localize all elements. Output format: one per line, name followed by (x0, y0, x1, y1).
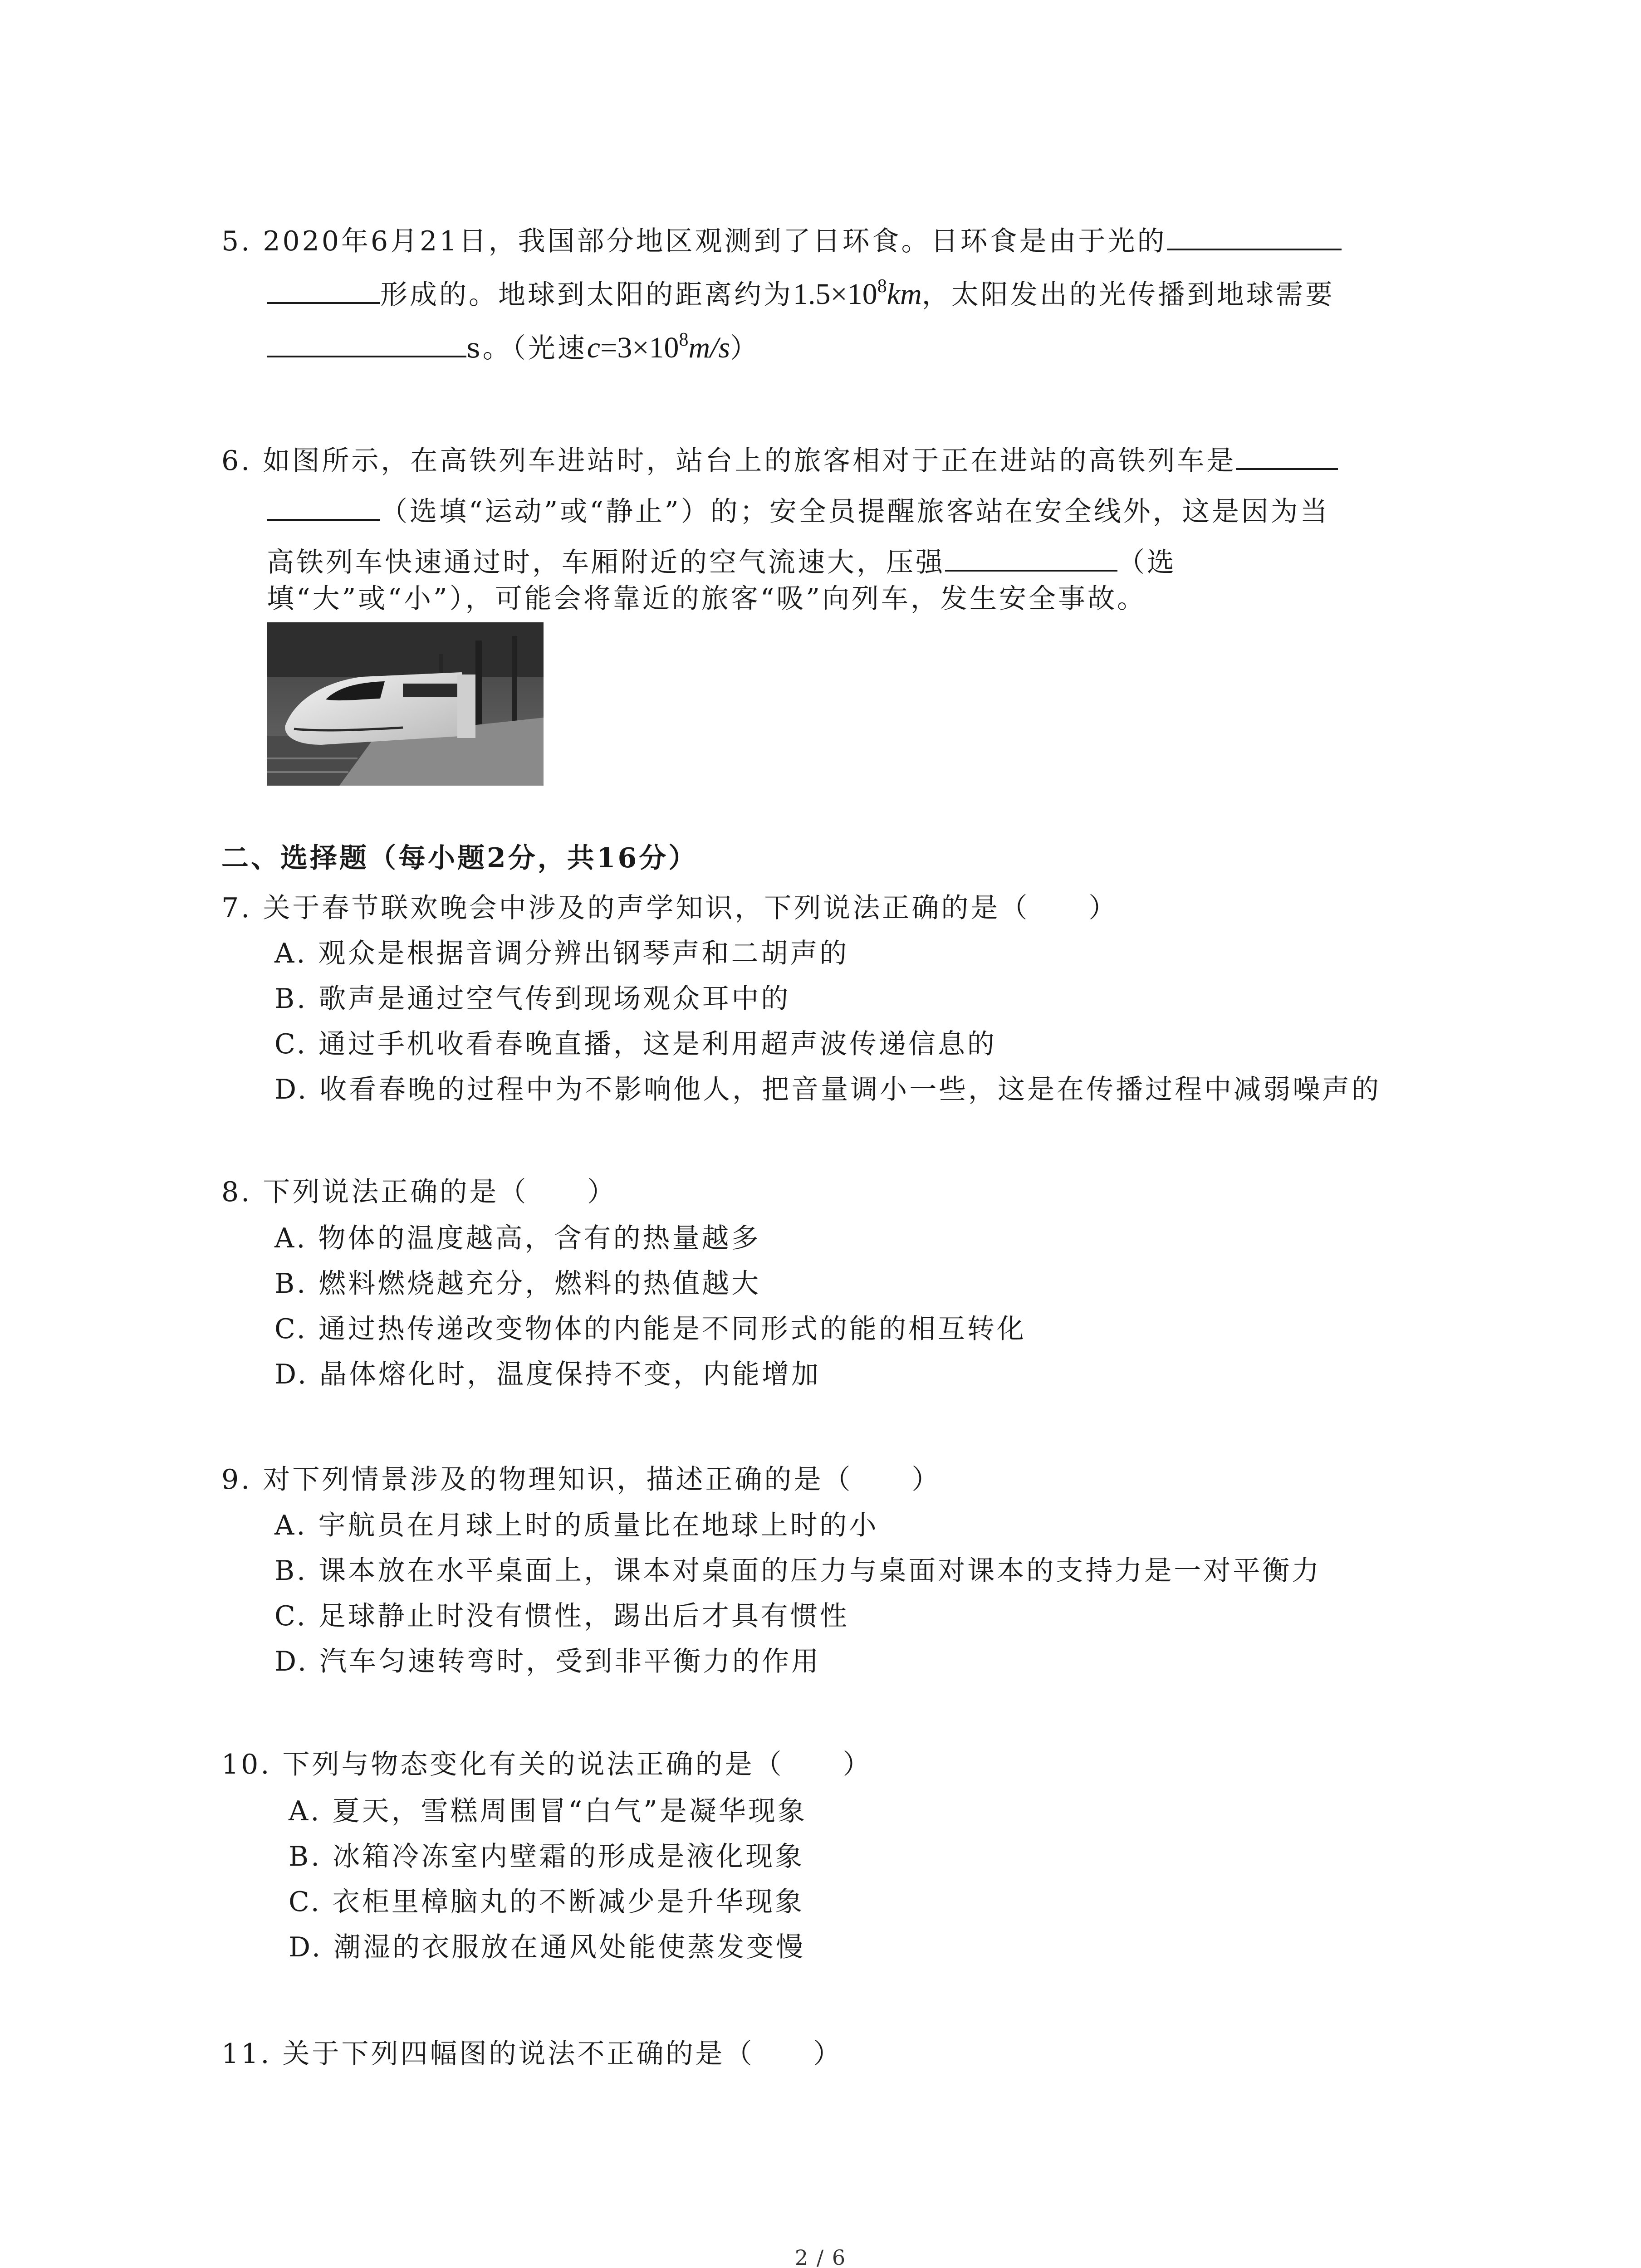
q5-text-2: 形成的。地球到太阳的距离约为 (380, 279, 793, 311)
q8-stem: 8. 下列说法正确的是（ ） (221, 1176, 617, 1208)
q6-text-1: 6. 如图所示，在高铁列车进站时，站台上的旅客相对于正在进站的高铁列车是 (221, 445, 1236, 477)
train-photo (267, 622, 544, 786)
q5-text-3a: s。（光速 (466, 332, 587, 364)
q6-text-2: （选填“运动”或“静止”）的；安全员提醒旅客站在安全线外，这是因为当 (380, 496, 1330, 528)
q5-line-3 (267, 330, 759, 362)
q5-blank-2[interactable] (267, 330, 466, 357)
q5-text-2b: ，太阳发出的光传播到地球需要 (921, 279, 1335, 311)
q9-option-c[interactable]: C. 足球静止时没有惯性，踢出后才具有惯性 (274, 1600, 849, 1632)
q7-stem: 7. 关于春节联欢晚会中涉及的声学知识，下列说法正确的是（ ） (221, 892, 1118, 924)
q5-text-1: 5. 2020年6月21日，我国部分地区观测到了日环食。日环食是由于光的 (221, 225, 1167, 257)
q5-line-1 (221, 223, 1342, 255)
q6-blank-1b[interactable] (267, 494, 380, 521)
q8-option-d[interactable]: D. 晶体熔化时，温度保持不变，内能增加 (274, 1359, 821, 1390)
q6-line-3 (267, 544, 1176, 576)
q9-option-d[interactable]: D. 汽车匀速转弯时，受到非平衡力的作用 (274, 1646, 821, 1677)
q10-option-a[interactable]: A. 夏天，雪糕周围冒“白气”是凝华现象 (289, 1795, 807, 1827)
q5-text-3b: ） (730, 332, 760, 364)
q10-option-d[interactable]: D. 潮湿的衣服放在通风处能使蒸发变慢 (289, 1931, 806, 1963)
q6-text-3: 高铁列车快速通过时，车厢附近的空气流速大，压强 (267, 547, 945, 578)
q6-line-4 (267, 583, 1147, 615)
q10-option-b[interactable]: B. 冰箱冷冻室内壁霜的形成是液化现象 (289, 1841, 805, 1872)
q8-option-a[interactable]: A. 物体的温度越高，含有的热量越多 (274, 1222, 761, 1254)
q9-option-a[interactable]: A. 宇航员在月球上时的质量比在地球上时的小 (274, 1510, 879, 1541)
q9-option-b[interactable]: B. 课本放在水平桌面上，课本对桌面的压力与桌面对课本的支持力是一对平衡力 (274, 1555, 1322, 1587)
q5-blank-1a[interactable] (1167, 223, 1342, 250)
q6-text-4: 填“大”或“小”），可能会将靠近的旅客“吸”向列车，发生安全事故。 (267, 583, 1147, 615)
section-2-heading: 二、选择题（每小题2分，共16分） (221, 842, 698, 874)
page-number: 2 / 6 (794, 2245, 847, 2268)
q6-line-1 (221, 443, 1338, 477)
q8-option-c[interactable]: C. 通过热传递改变物体的内能是不同形式的能的相互转化 (274, 1313, 1026, 1345)
q7-option-d[interactable]: D. 收看春晚的过程中为不影响他人，把音量调小一些，这是在传播过程中减弱噪声的 (274, 1074, 1381, 1105)
q5-line-2 (267, 276, 1335, 311)
q6-line-2 (267, 494, 1330, 528)
q6-blank-1a[interactable] (1236, 443, 1338, 470)
q5-distance: $1.5\times 10^8km$ (793, 276, 922, 311)
q7-option-c[interactable]: C. 通过手机收看春晚直播，这是利用超声波传递信息的 (274, 1028, 997, 1060)
q11-stem: 11. 关于下列四幅图的说法不正确的是（ ） (221, 2038, 843, 2070)
q6-text-3b: （选 (1117, 547, 1176, 578)
q6-blank-2[interactable] (945, 544, 1117, 572)
q9-stem: 9. 对下列情景涉及的物理知识，描述正确的是（ ） (221, 1464, 941, 1496)
q10-stem: 10. 下列与物态变化有关的说法正确的是（ ） (221, 1749, 872, 1780)
q5-light-speed: $c=3\times 10^8m/s$ (587, 329, 730, 364)
q5-blank-1b[interactable] (267, 277, 380, 304)
q7-option-a[interactable]: A. 观众是根据音调分辨出钢琴声和二胡声的 (274, 938, 849, 969)
q10-option-c[interactable]: C. 衣柜里樟脑丸的不断减少是升华现象 (289, 1886, 804, 1918)
q8-option-b[interactable]: B. 燃料燃烧越充分，燃料的热值越大 (274, 1268, 761, 1300)
q7-option-b[interactable]: B. 歌声是通过空气传到现场观众耳中的 (274, 983, 791, 1015)
